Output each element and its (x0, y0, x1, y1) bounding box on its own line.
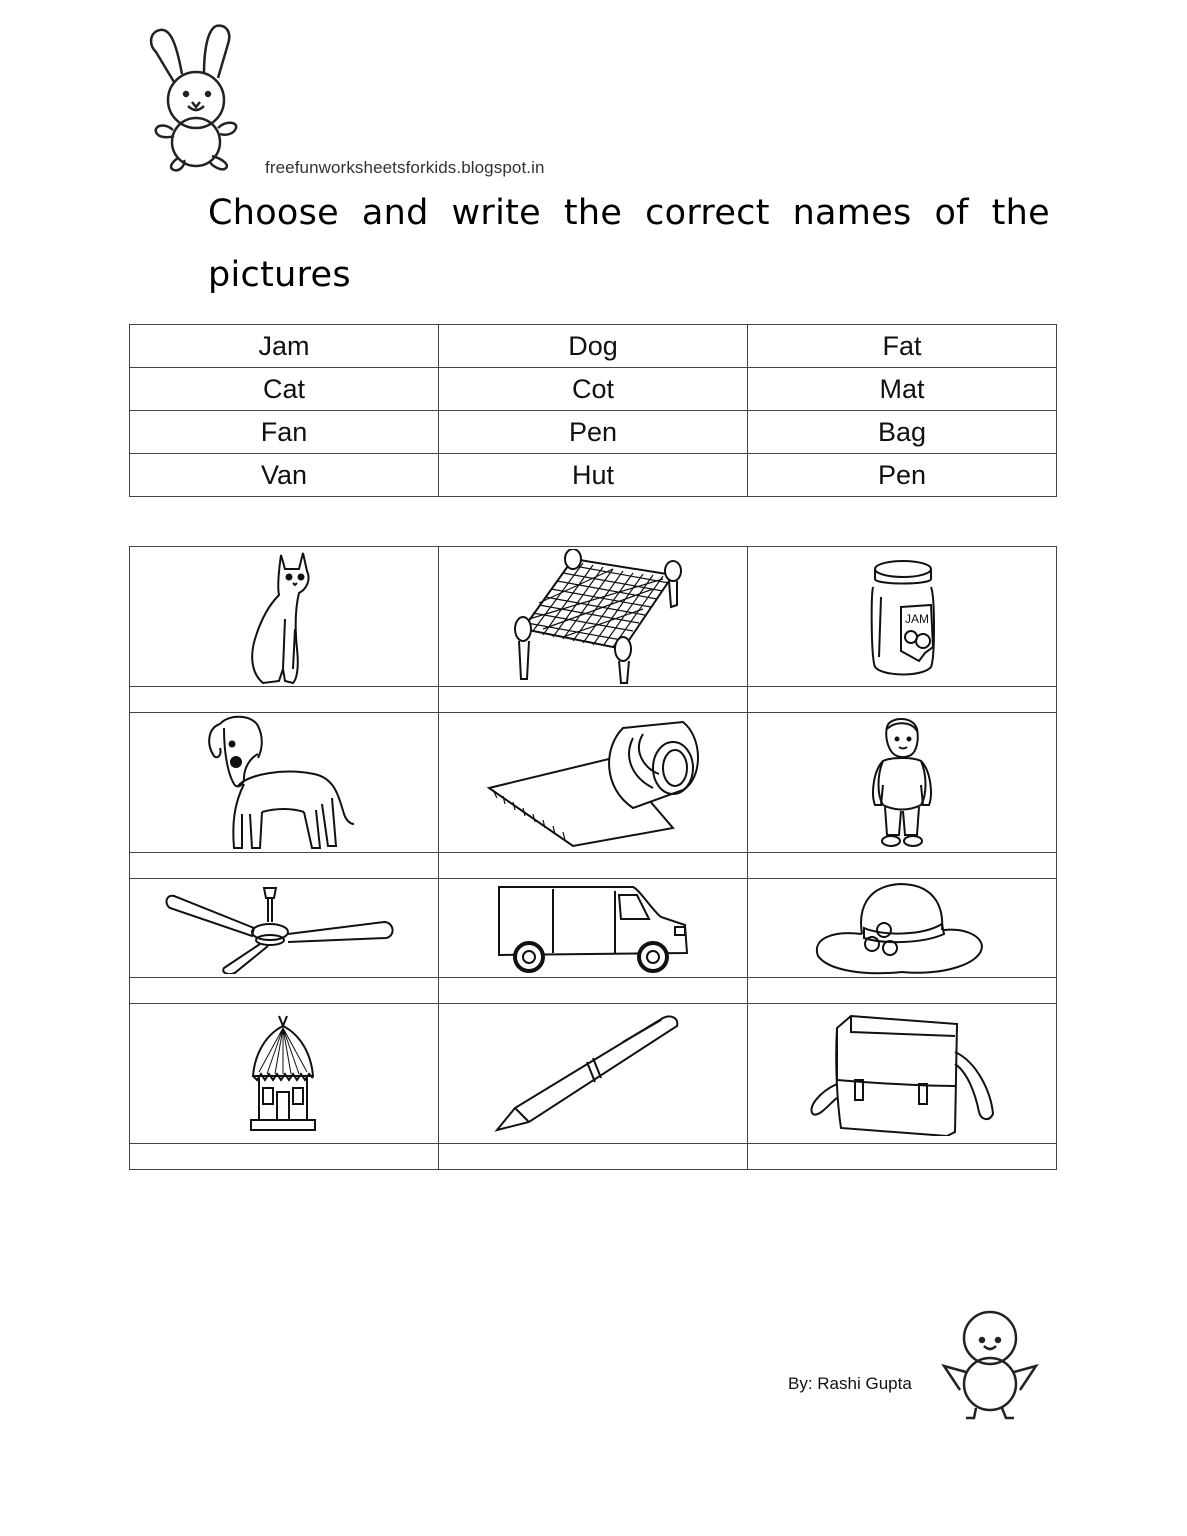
instruction-heading (208, 182, 1050, 306)
word-cell: Pen (748, 454, 1057, 497)
answer-cell[interactable] (439, 853, 748, 879)
answer-row (130, 853, 1057, 879)
website-url: freefunworksheetsforkids.blogspot.in (265, 158, 545, 177)
picture-cell (130, 547, 439, 687)
word-cell: Dog (439, 325, 748, 368)
bag-icon (807, 1012, 997, 1136)
answer-cell[interactable] (130, 853, 439, 879)
fat-boy-icon (867, 715, 937, 851)
picture-cell (130, 1004, 439, 1144)
word-cell: Hut (439, 454, 748, 497)
instruction-line-2: pictures (208, 255, 351, 295)
word-cell: Mat (748, 368, 1057, 411)
picture-cell (748, 547, 1057, 687)
svg-text:JAM: JAM (905, 611, 929, 626)
word-cell: Pen (439, 411, 748, 454)
picture-cell (748, 879, 1057, 978)
rolled-mat-icon (483, 718, 703, 848)
picture-row (130, 547, 1057, 687)
answer-cell[interactable] (130, 1144, 439, 1170)
picture-cell (130, 713, 439, 853)
answer-cell[interactable] (439, 687, 748, 713)
answer-cell[interactable] (439, 978, 748, 1004)
author-byline: By: Rashi Gupta (788, 1374, 912, 1393)
picture-cell (439, 547, 748, 687)
dog-icon (204, 714, 364, 852)
answer-cell[interactable] (439, 1144, 748, 1170)
instruction-word: of (934, 193, 969, 233)
picture-cell (439, 879, 748, 978)
pen-icon (493, 1012, 693, 1136)
answer-cell[interactable] (748, 978, 1057, 1004)
picture-cell (748, 1004, 1057, 1144)
picture-grid-table (129, 546, 1057, 1170)
word-cell: Fat (748, 325, 1057, 368)
instruction-word: write (451, 193, 541, 233)
answer-cell[interactable] (130, 978, 439, 1004)
instruction-word: and (361, 193, 429, 233)
instruction-word: Choose (208, 193, 340, 233)
ceiling-fan-icon (164, 882, 404, 974)
jam-jar-icon (867, 557, 937, 677)
picture-cell (130, 879, 439, 978)
answer-row (130, 687, 1057, 713)
table-row (130, 368, 1057, 411)
table-row (130, 411, 1057, 454)
word-cell: Cot (439, 368, 748, 411)
chick-icon (940, 1310, 1040, 1422)
instruction-word: the (563, 193, 623, 233)
instruction-word: correct (645, 193, 770, 233)
word-cell: Bag (748, 411, 1057, 454)
picture-cell (748, 713, 1057, 853)
hat-icon (812, 880, 992, 976)
answer-cell[interactable] (748, 1144, 1057, 1170)
word-cell: Cat (130, 368, 439, 411)
bunny-icon (140, 22, 260, 172)
instruction-word: names (792, 193, 912, 233)
table-row (130, 454, 1057, 497)
answer-row (130, 978, 1057, 1004)
answer-row (130, 1144, 1057, 1170)
picture-cell (439, 1004, 748, 1144)
picture-row (130, 879, 1057, 978)
picture-row (130, 713, 1057, 853)
answer-cell[interactable] (748, 853, 1057, 879)
table-row (130, 325, 1057, 368)
answer-cell[interactable] (130, 687, 439, 713)
van-icon (493, 883, 693, 973)
word-cell: Jam (130, 325, 439, 368)
cot-icon (493, 549, 693, 685)
answer-cell[interactable] (748, 687, 1057, 713)
word-cell: Van (130, 454, 439, 497)
picture-cell (439, 713, 748, 853)
cat-icon (249, 549, 319, 685)
word-cell: Fan (130, 411, 439, 454)
hut-icon (249, 1012, 319, 1136)
picture-row (130, 1004, 1057, 1144)
word-bank-table (129, 324, 1057, 497)
instruction-word: the (991, 193, 1050, 233)
